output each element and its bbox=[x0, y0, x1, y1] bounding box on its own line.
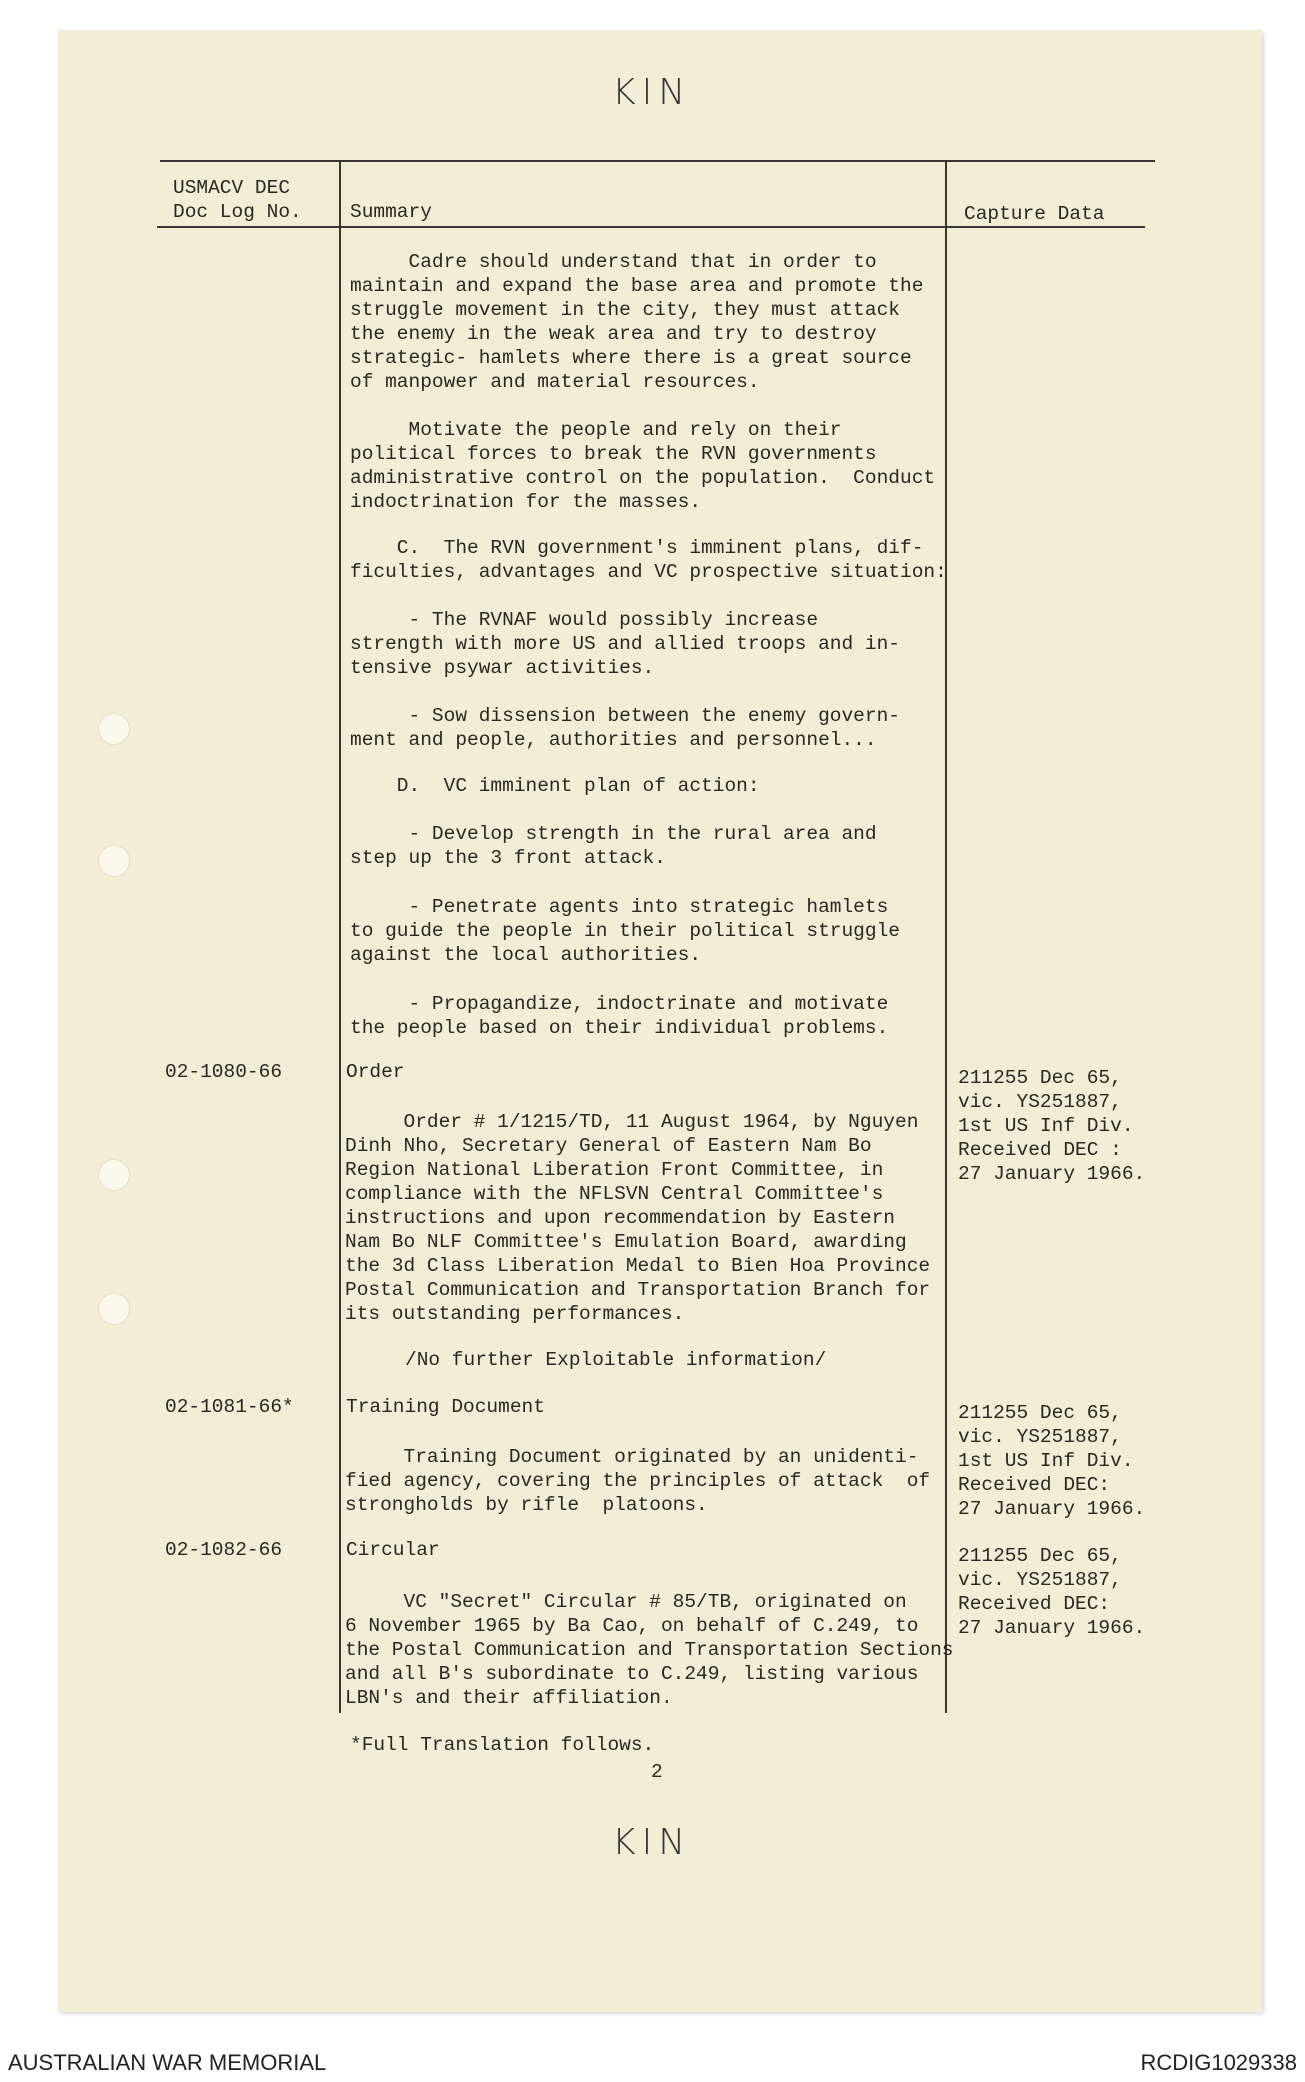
entry-summary-line: fied agency, covering the principles of attack of bbox=[345, 1470, 931, 1492]
summary-paragraph: struggle movement in the city, they must attack bbox=[350, 299, 900, 321]
footer-id: RCDIG1029338 bbox=[1140, 2050, 1297, 2075]
entry-summary-line: Order # 1/1215/TD, 11 August 1964, by Nguyen bbox=[345, 1111, 919, 1133]
column-divider bbox=[945, 160, 947, 1713]
entry-summary-line: Training Document originated by an unidenti- bbox=[345, 1446, 919, 1468]
entry-summary-line: VC "Secret" Circular # 85/TB, originated on bbox=[345, 1591, 907, 1613]
page-number: 2 bbox=[651, 1761, 663, 1783]
punch-hole bbox=[98, 1159, 130, 1191]
column-divider bbox=[339, 160, 341, 1713]
summary-paragraph: - Develop strength in the rural area and bbox=[350, 823, 877, 845]
footer-source: AUSTRALIAN WAR MEMORIAL bbox=[8, 2050, 327, 2075]
summary-paragraph: the people based on their individual problems. bbox=[350, 1017, 889, 1039]
doc-log-number: 02-1082-66 bbox=[165, 1539, 283, 1561]
summary-paragraph: ment and people, authorities and personnel... bbox=[350, 729, 877, 751]
capture-data-line: Received DEC : bbox=[958, 1139, 1122, 1161]
summary-paragraph: Cadre should understand that in order to bbox=[350, 251, 877, 273]
header-summary: Summary bbox=[350, 201, 432, 223]
summary-paragraph: strategic- hamlets where there is a great source bbox=[350, 347, 912, 369]
doc-log-number: 02-1080-66 bbox=[165, 1061, 283, 1083]
document-type: Circular bbox=[346, 1539, 440, 1561]
summary-paragraph: - Propagandize, indoctrinate and motivate bbox=[350, 993, 889, 1015]
capture-data-line: 27 January 1966. bbox=[958, 1498, 1146, 1520]
capture-data-line: 211255 Dec 65, bbox=[958, 1067, 1122, 1089]
entry-summary-line: Region National Liberation Front Committee, in bbox=[345, 1159, 884, 1181]
capture-data-line: Received DEC: bbox=[958, 1474, 1111, 1496]
header-rule bbox=[157, 226, 1145, 228]
summary-paragraph: Motivate the people and rely on their bbox=[350, 419, 842, 441]
capture-data-line: vic. YS251887, bbox=[958, 1091, 1122, 1113]
summary-paragraph: C. The RVN government's imminent plans, dif- bbox=[350, 537, 924, 559]
summary-paragraph: maintain and expand the base area and promote the bbox=[350, 275, 924, 297]
summary-paragraph: tensive psywar activities. bbox=[350, 657, 655, 679]
summary-paragraph: - Sow dissension between the enemy govern- bbox=[350, 705, 900, 727]
entry-summary-line: the Postal Communication and Transportation Sections bbox=[345, 1639, 954, 1661]
document-type: Order bbox=[346, 1061, 405, 1083]
summary-paragraph: - Penetrate agents into strategic hamlets bbox=[350, 896, 889, 918]
summary-paragraph: D. VC imminent plan of action: bbox=[350, 775, 760, 797]
capture-data-line: 211255 Dec 65, bbox=[958, 1545, 1122, 1567]
entry-summary-line: Postal Communication and Transportation Branch for bbox=[345, 1279, 931, 1301]
doc-log-number: 02-1081-66* bbox=[165, 1396, 294, 1418]
entry-summary-line: and all B's subordinate to C.249, listing various bbox=[345, 1663, 919, 1685]
summary-paragraph: indoctrination for the masses. bbox=[350, 491, 702, 513]
entry-summary-line: instructions and upon recommendation by Eastern bbox=[345, 1207, 895, 1229]
summary-paragraph: step up the 3 front attack. bbox=[350, 847, 666, 869]
capture-data-line: 211255 Dec 65, bbox=[958, 1402, 1122, 1424]
capture-data-line: 27 January 1966. bbox=[958, 1617, 1146, 1639]
entry-summary-line: compliance with the NFLSVN Central Committee's bbox=[345, 1183, 884, 1205]
entry-summary-line: Dinh Nho, Secretary General of Eastern Nam Bo bbox=[345, 1135, 872, 1157]
entry-summary-line: the 3d Class Liberation Medal to Bien Hoa Province bbox=[345, 1255, 931, 1277]
document-type: Training Document bbox=[346, 1396, 545, 1418]
capture-data-line: 1st US Inf Div. bbox=[958, 1450, 1134, 1472]
summary-paragraph: of manpower and material resources. bbox=[350, 371, 760, 393]
summary-paragraph: ficulties, advantages and VC prospective situation: bbox=[350, 561, 947, 583]
summary-paragraph: to guide the people in their political struggle bbox=[350, 920, 900, 942]
capture-data-line: vic. YS251887, bbox=[958, 1569, 1122, 1591]
entry-summary-line: Nam Bo NLF Committee's Emulation Board, awarding bbox=[345, 1231, 907, 1253]
entry-summary-line: its outstanding performances. bbox=[345, 1303, 685, 1325]
summary-paragraph: strength with more US and allied troops and in- bbox=[350, 633, 900, 655]
top-mark: KIN bbox=[612, 72, 692, 113]
header-doc-log-line1: USMACV DEC bbox=[173, 177, 291, 199]
capture-data-line: Received DEC: bbox=[958, 1593, 1111, 1615]
summary-paragraph: administrative control on the population. Conduct bbox=[350, 467, 936, 489]
punch-hole bbox=[98, 713, 130, 745]
summary-paragraph: - The RVNAF would possibly increase bbox=[350, 609, 819, 631]
table-top-rule bbox=[160, 160, 1155, 162]
header-capture-data: Capture Data bbox=[964, 203, 1105, 225]
capture-data-line: 1st US Inf Div. bbox=[958, 1115, 1134, 1137]
entry-summary-line: 6 November 1965 by Ba Cao, on behalf of C.249, to bbox=[345, 1615, 919, 1637]
capture-data-line: 27 January 1966. bbox=[958, 1163, 1146, 1185]
bottom-mark: KIN bbox=[612, 1822, 692, 1863]
entry-summary-line: strongholds by rifle platoons. bbox=[345, 1494, 708, 1516]
summary-paragraph: the enemy in the weak area and try to destroy bbox=[350, 323, 877, 345]
capture-data-line: vic. YS251887, bbox=[958, 1426, 1122, 1448]
header-doc-log-line2: Doc Log No. bbox=[173, 201, 302, 223]
exploitable-note: /No further Exploitable information/ bbox=[405, 1349, 827, 1371]
summary-paragraph: against the local authorities. bbox=[350, 944, 702, 966]
entry-summary-line: LBN's and their affiliation. bbox=[345, 1687, 673, 1709]
summary-paragraph: political forces to break the RVN governments bbox=[350, 443, 877, 465]
footnote: *Full Translation follows. bbox=[350, 1734, 655, 1756]
punch-hole bbox=[98, 1293, 130, 1325]
punch-hole bbox=[98, 845, 130, 877]
